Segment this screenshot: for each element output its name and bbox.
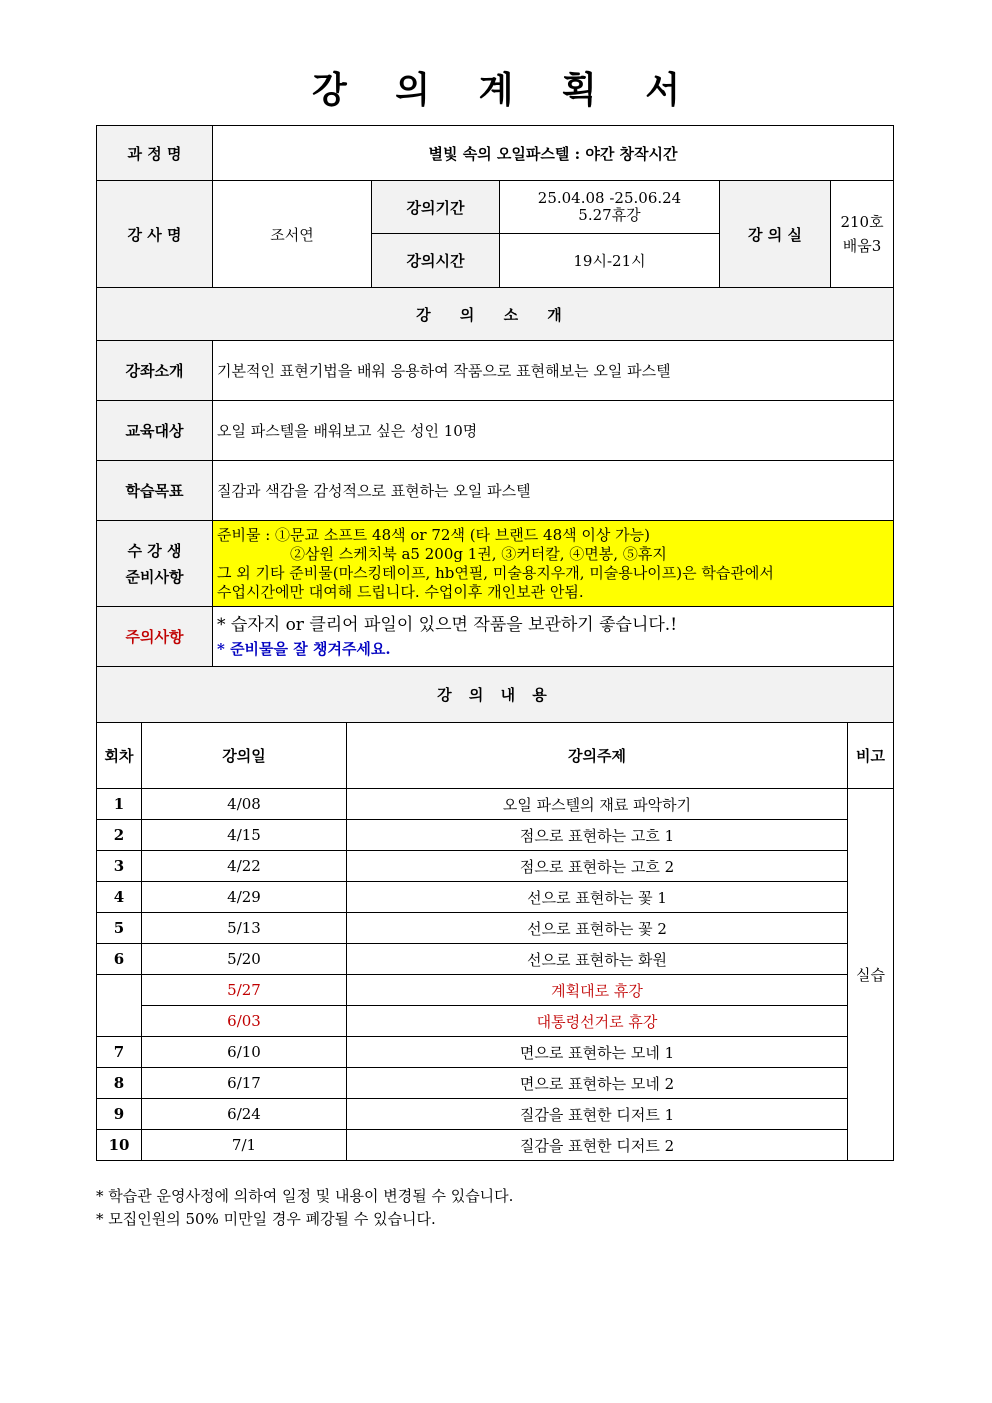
content-header: 강 의 내 용 — [97, 667, 894, 723]
row-topic: 면으로 표현하는 모네 2 — [347, 1068, 848, 1099]
row-date: 5/20 — [142, 944, 347, 975]
row-no: 9 — [97, 1099, 142, 1130]
row-topic: 오일 파스텔의 재료 파악하기 — [347, 789, 848, 820]
row-no: 6 — [97, 944, 142, 975]
about-label: 강좌소개 — [97, 341, 213, 401]
prep-line: 수업시간에만 대여해 드립니다. 수업이후 개인보관 안됨. — [217, 582, 584, 601]
course-value: 별빛 속의 오일파스텔 : 야간 창작시간 — [213, 126, 894, 181]
row-no-empty — [97, 975, 142, 1037]
prep-label — [97, 521, 213, 607]
header-note: 비고 — [848, 723, 894, 789]
footnote: * 학습관 운영사정에 의하여 일정 및 내용이 변경될 수 있습니다. — [96, 1187, 514, 1205]
row-date: 7/1 — [142, 1130, 347, 1161]
row-date: 4/15 — [142, 820, 347, 851]
row-topic: 면으로 표현하는 모네 1 — [347, 1037, 848, 1068]
prep-label-line1: 수 강 생 — [127, 541, 182, 560]
prep-value — [213, 521, 894, 607]
caution-line2: * 준비물을 잘 챙겨주세요. — [217, 639, 391, 658]
row-no: 8 — [97, 1068, 142, 1099]
row-topic: 선으로 표현하는 꽃 1 — [347, 882, 848, 913]
row-topic: 선으로 표현하는 화원 — [347, 944, 848, 975]
row-topic-cancelled: 계획대로 휴강 — [347, 975, 848, 1006]
target-value: 오일 파스텔을 배워보고 싶은 성인 10명 — [213, 401, 894, 461]
goal-label: 학습목표 — [97, 461, 213, 521]
course-label: 과 정 명 — [97, 126, 213, 181]
period-dates: 25.04.08 -25.06.24 — [537, 189, 682, 207]
prep-line: 그 외 기타 준비물(마스킹테이프, hb연필, 미술용지우개, 미술용나이프)은 학습관에서 — [217, 563, 774, 582]
row-no: 2 — [97, 820, 142, 851]
row-date: 6/10 — [142, 1037, 347, 1068]
row-no: 3 — [97, 851, 142, 882]
room-number: 210호 — [840, 213, 884, 231]
row-topic: 점으로 표현하는 고흐 1 — [347, 820, 848, 851]
row-date: 6/17 — [142, 1068, 347, 1099]
row-date: 6/24 — [142, 1099, 347, 1130]
period-note: 5.27휴강 — [578, 206, 641, 224]
header-date: 강의일 — [142, 723, 347, 789]
time-label: 강의시간 — [372, 234, 500, 288]
room-value — [831, 181, 894, 288]
caution-line1: * 습자지 or 클리어 파일이 있으면 작품을 보관하기 좋습니다.! — [217, 614, 678, 635]
caution-label: 주의사항 — [97, 607, 213, 667]
schedule-table — [96, 722, 894, 1161]
instructor-label: 강 사 명 — [97, 181, 213, 288]
header-topic: 강의주제 — [347, 723, 848, 789]
row-no: 4 — [97, 882, 142, 913]
prep-line: 준비물 : ①문교 소프트 48색 or 72색 (타 브랜드 48색 이상 가능) — [217, 525, 650, 544]
intro-header: 강 의 소 개 — [97, 288, 894, 341]
prep-line: ②삼원 스케치북 a5 200g 1권, ③커터칼, ④면봉, ⑤휴지 — [290, 544, 667, 563]
about-value: 기본적인 표현기법을 배워 응용하여 작품으로 표현해보는 오일 파스텔 — [213, 341, 894, 401]
goal-value: 질감과 색감을 감성적으로 표현하는 오일 파스텔 — [213, 461, 894, 521]
row-date: 4/29 — [142, 882, 347, 913]
row-topic: 질감을 표현한 디저트 2 — [347, 1130, 848, 1161]
caution-value — [213, 607, 894, 667]
footnotes — [96, 1185, 513, 1231]
row-topic: 점으로 표현하는 고흐 2 — [347, 851, 848, 882]
row-topic: 질감을 표현한 디저트 1 — [347, 1099, 848, 1130]
room-label: 강 의 실 — [720, 181, 831, 288]
period-label: 강의기간 — [372, 181, 500, 234]
row-topic: 선으로 표현하는 꽃 2 — [347, 913, 848, 944]
room-name: 배움3 — [842, 237, 882, 255]
note-value: 실습 — [848, 789, 894, 1161]
prep-label-line2: 준비사항 — [125, 567, 184, 586]
instructor-value: 조서연 — [213, 181, 372, 288]
row-date: 5/13 — [142, 913, 347, 944]
footnote: * 모집인원의 50% 미만일 경우 폐강될 수 있습니다. — [96, 1210, 436, 1228]
row-no: 7 — [97, 1037, 142, 1068]
row-date: 4/22 — [142, 851, 347, 882]
row-no: 5 — [97, 913, 142, 944]
period-value — [500, 181, 720, 234]
row-no: 10 — [97, 1130, 142, 1161]
row-topic-cancelled: 대통령선거로 휴강 — [347, 1006, 848, 1037]
row-date: 4/08 — [142, 789, 347, 820]
course-info-table — [96, 125, 894, 723]
header-no: 회차 — [97, 723, 142, 789]
row-no: 1 — [97, 789, 142, 820]
target-label: 교육대상 — [97, 401, 213, 461]
page-title: 강 의 계 획 서 — [311, 69, 698, 111]
row-date-cancelled: 6/03 — [142, 1006, 347, 1037]
row-date-cancelled: 5/27 — [142, 975, 347, 1006]
time-value: 19시-21시 — [500, 234, 720, 288]
